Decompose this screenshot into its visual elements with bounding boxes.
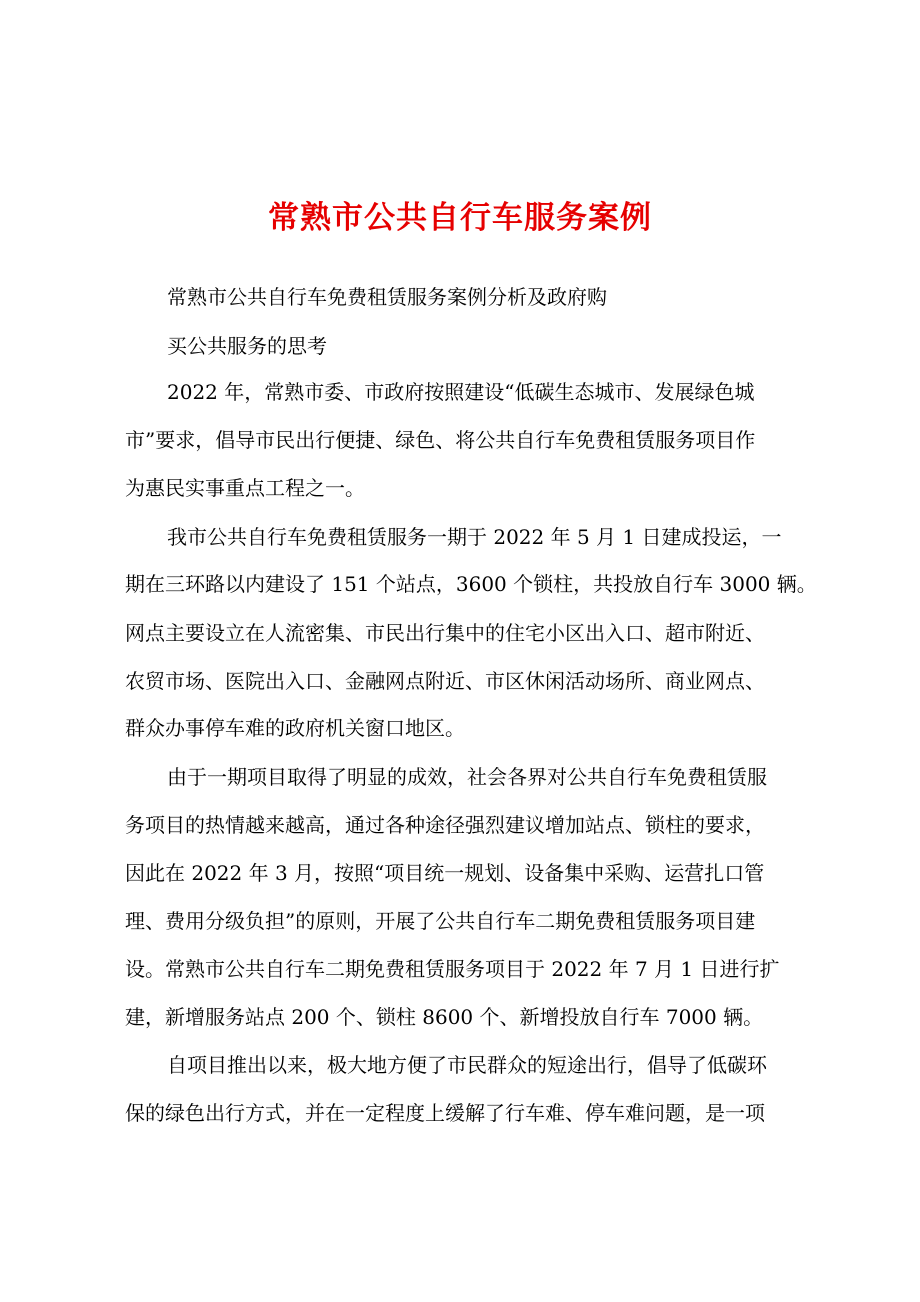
text-line: 为惠民实事重点工程之一。	[125, 476, 365, 500]
text-line: 理、费用分级负担”的原则，开展了公共自行车二期免费租赁服务项目建	[125, 909, 756, 933]
text-line: 保的绿色出行方式，并在一定程度上缓解了行车难、停车难问题，是一项	[125, 1101, 765, 1125]
text-line: 我市公共自行车免费租赁服务一期于 2022 年 5 月 1 日建成投运，一	[167, 525, 782, 549]
text-line: 网点主要设立在人流密集、市民出行集中的住宅小区出入口、超市附近、	[125, 621, 765, 645]
text-line: 自项目推出以来，极大地方便了市民群众的短途出行，倡导了低碳环	[167, 1053, 767, 1077]
text-line: 期在三环路以内建设了 151 个站点，3600 个锁柱，共投放自行车 3000 辆。	[125, 572, 817, 596]
text-line: 2022 年，常熟市委、市政府按照建设“低碳生态城市、发展绿色城	[167, 380, 755, 404]
text-line: 因此在 2022 年 3 月，按照“项目统一规划、设备集中采购、运营扎口管	[125, 861, 765, 885]
document-title: 常熟市公共自行车服务案例	[268, 200, 652, 236]
text-line: 买公共服务的思考	[167, 334, 327, 358]
text-line: 常熟市公共自行车免费租赁服务案例分析及政府购	[167, 285, 607, 309]
text-line: 农贸市场、医院出入口、金融网点附近、市区休闲活动场所、商业网点、	[125, 669, 765, 693]
text-line: 群众办事停车难的政府机关窗口地区。	[125, 716, 465, 740]
text-line: 设。常熟市公共自行车二期免费租赁服务项目于 2022 年 7 月 1 日进行扩	[125, 957, 780, 981]
text-line: 建，新增服务站点 200 个、锁柱 8600 个、新增投放自行车 7000 辆。	[125, 1005, 764, 1029]
text-line: 务项目的热情越来越高，通过各种途径强烈建议增加站点、锁柱的要求，	[125, 813, 765, 837]
text-line: 由于一期项目取得了明显的成效，社会各界对公共自行车免费租赁服	[167, 765, 767, 789]
text-line: 市”要求，倡导市民出行便捷、绿色、将公共自行车免费租赁服务项目作	[125, 428, 756, 452]
